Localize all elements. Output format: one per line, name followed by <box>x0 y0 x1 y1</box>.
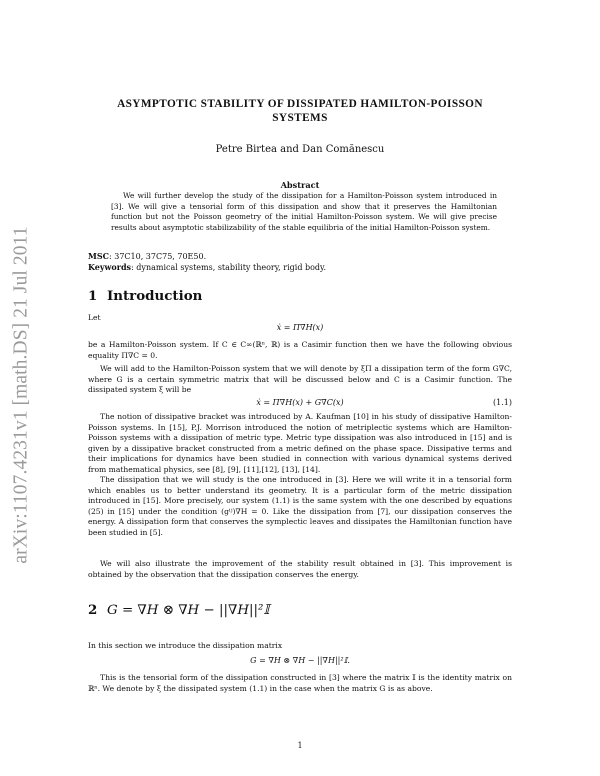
arxiv-stamp-text: arXiv:1107.4231v1 [math.DS] 21 Jul 2011 <box>11 226 32 564</box>
page-number: 1 <box>297 741 303 750</box>
equation-dissipated-system <box>88 398 512 407</box>
title-line-1: ASYMPTOTIC STABILITY OF DISSIPATED HAMILTON-POISSON <box>117 98 483 110</box>
paragraph-hamilton-poisson: be a Hamilton-Poisson system. If C ∈ C∞(ℝⁿ, ℝ) is a Casimir function then we have the following obvious equality Π∇C = 0. <box>88 340 512 360</box>
msc-value: : 37C10, 37C75, 70E50. <box>109 252 207 261</box>
abstract-text: We will further develop the study of the dissipation for a Hamilton-Poisson system introduced in [3]. We will give a tensorial form of this dissipation and show that it preserves the Hamiltonian function but not the Poisson geometry of the initial Hamilton-Poisson system. We will give precise results about asymptotic stabilizability of the stable equilibria of the initial Hamilton-Poisson system. <box>111 191 497 232</box>
let-text: Let <box>88 313 101 322</box>
section-1-heading <box>88 288 202 304</box>
equation-dissipated-system-formula: ẋ = Π∇H(x) + G∇C(x) <box>256 398 344 407</box>
section-2-heading <box>88 602 270 618</box>
keywords-line <box>88 262 512 272</box>
paragraph-identity-matrix: This is the tensorial form of the dissipation constructed in [3] where the matrix 𝕀 is the identity matrix on ℝⁿ. We denote by ξ the dissipated system (1.1) in the case when the matrix G is as above. <box>88 673 512 693</box>
keywords-label: Keywords <box>88 262 132 272</box>
msc-line <box>88 251 512 261</box>
paragraph-dissipation-matrix: In this section we introduce the dissipation matrix <box>88 641 283 650</box>
section-2-title: G = ∇H ⊗ ∇H − ||∇H||²𝕀 <box>107 603 270 618</box>
paragraph-stability-improvement: We will also illustrate the improvement of the stability result obtained in [3]. This improvement is obtained by the observation that the dissipation conserves the energy. <box>88 559 512 579</box>
paragraph-dissipation-term: We will add to the Hamilton-Poisson system that we will denote by ξΠ a dissipation term of the form G∇C, where G is a certain symmetric matrix that will be discussed below and C is a Casimir function. The dissipated system ξ will be <box>88 364 512 394</box>
equation-hamilton-poisson: ẋ = Π∇H(x) <box>276 323 324 332</box>
authors: Petre Birtea and Dan Comănescu <box>215 144 385 155</box>
keywords-value: : dynamical systems, stability theory, rigid body. <box>131 263 327 272</box>
paragraph-dissipative-bracket: The notion of dissipative bracket was introduced by A. Kaufman [10] in his study of dissipative Hamilton-Poisson systems. In [15], P.J. Morrison introduced the notion of metriplectic systems which are Hamilton-Poisson systems with a dissipation of metric type. Metric type dissipation was also introduced in [15] and is given by a dissipative bracket constructed from a metric defined on the phase space. Dissipative terms and their implications for dynamics have been studied in connection with various dynamical systems derived from mathematical physics, see [8], [9], [11],[12], [13], [14]. <box>88 412 512 474</box>
paper-title <box>88 97 512 125</box>
paragraph-tensorial-dissipation: The dissipation that we will study is the one introduced in [3]. Here we will write it in a tensorial form which enables us to better understand its geometry. It is a particular form of the metric dissipation introduced in [15]. More precisely, our system (1.1) is the same system with the one described by equations (25) in [15] under the condition (gⁱʲ)∇H = 0. Like the dissipation from [7], our dissipation conserves the energy. A dissipation form that conserves the symplectic leaves and dissipates the Hamiltonian function have been studied in [5]. <box>88 475 512 537</box>
section-1-number: 1 <box>88 288 98 304</box>
equation-number-1-1: (1.1) <box>493 398 512 407</box>
equation-dissipation-matrix: G = ∇H ⊗ ∇H − ||∇H||²𝕀. <box>250 656 350 665</box>
arxiv-stamp <box>2 190 42 600</box>
title-line-2: SYSTEMS <box>272 112 328 124</box>
abstract-heading: Abstract <box>280 180 320 190</box>
msc-label: MSC <box>88 251 109 261</box>
section-1-title: Introduction <box>107 288 203 304</box>
section-2-number: 2 <box>88 602 98 618</box>
